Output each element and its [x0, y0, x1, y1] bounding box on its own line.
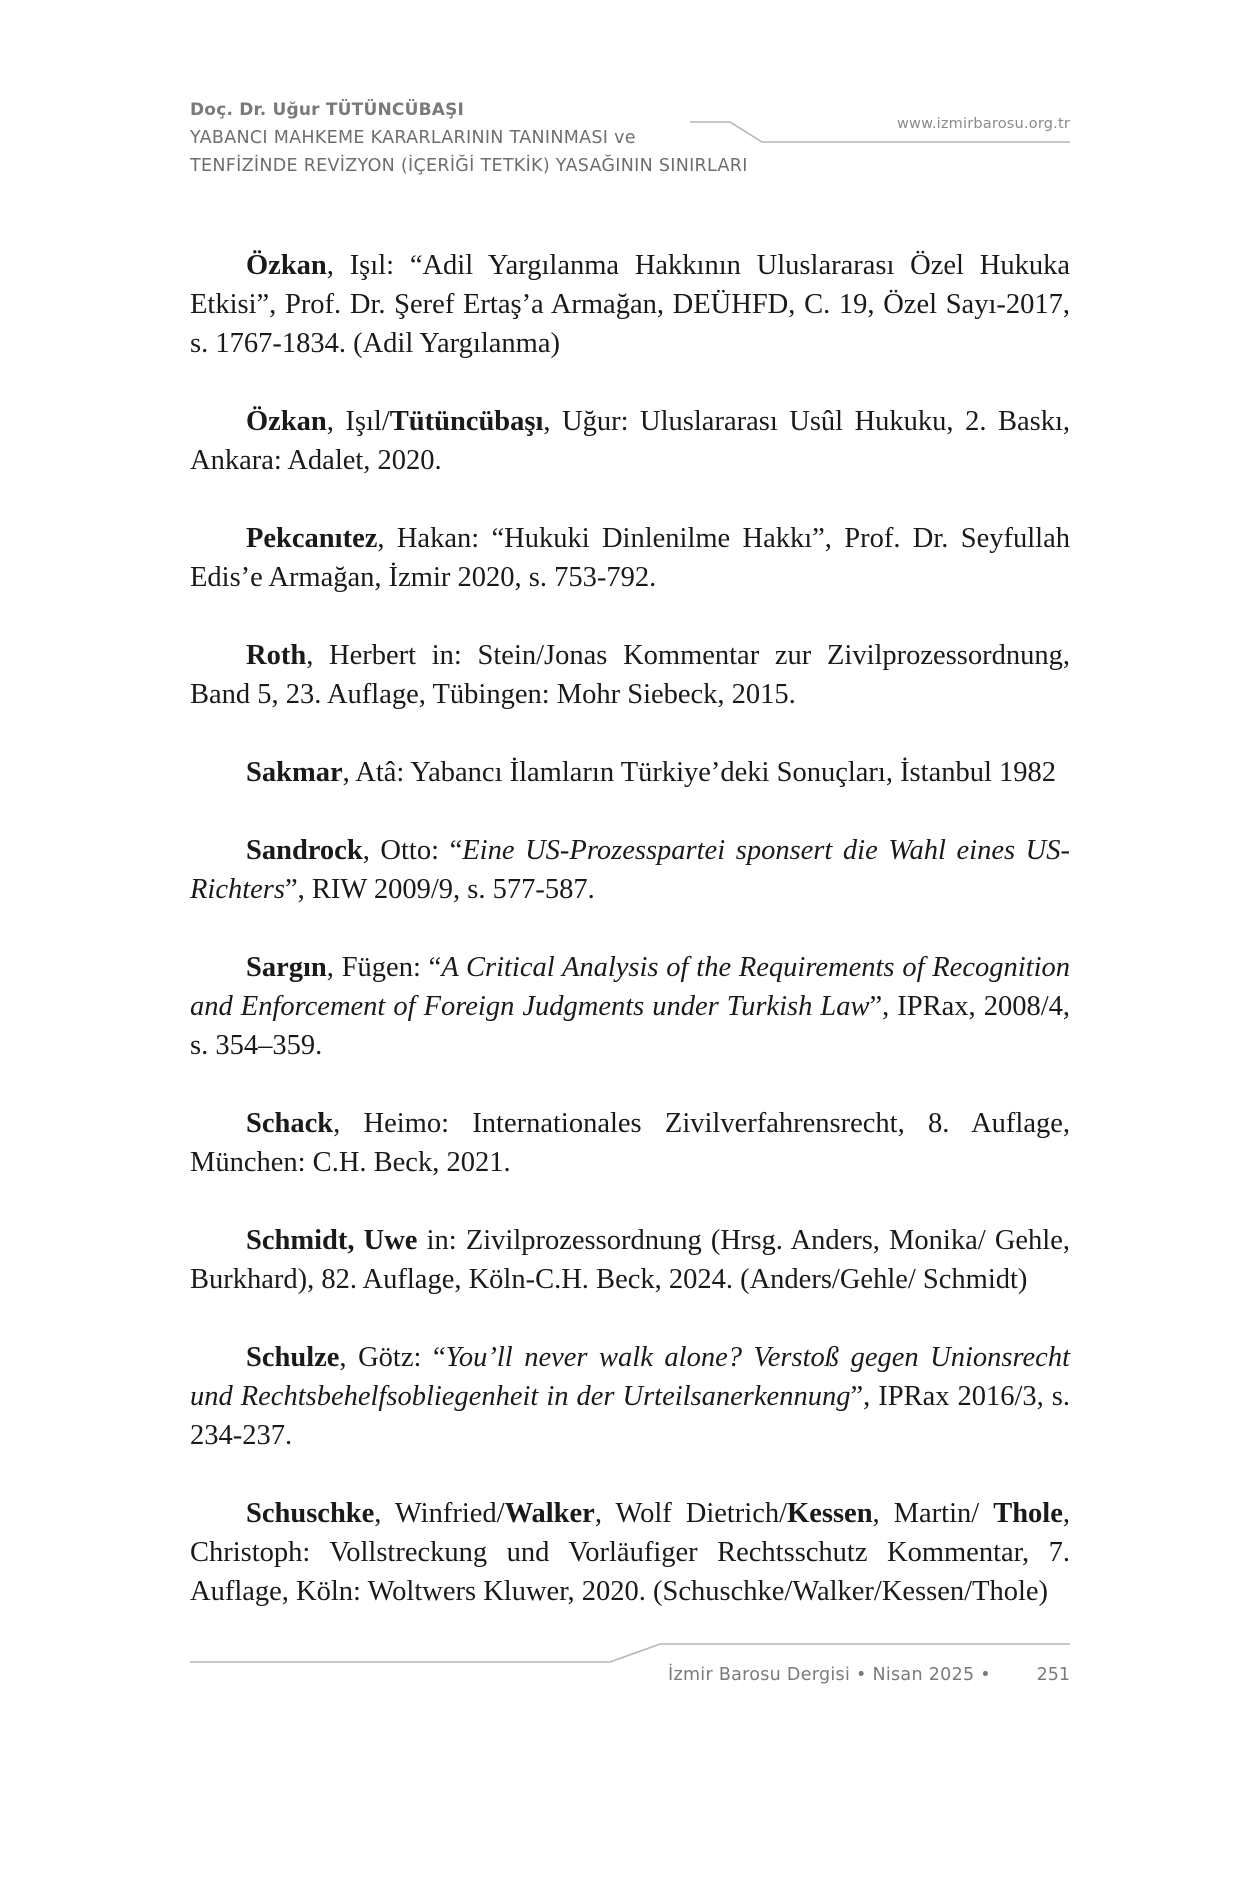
entry-author: Sargın — [246, 952, 327, 983]
entry-text: in: Zivilprozessordnung (Hrsg. Anders, Monika/ Gehle, Burkhard), 82. Auflage, Köln-C.H. Beck, 2024. (Anders/Gehle/ Schmidt) — [190, 1225, 1070, 1295]
entry-text: , Hakan: “Hukuki Dinlenilme Hakkı”, Prof. Dr. Seyfullah Edis’e Armağan, İzmir 2020, s. 753-792. — [190, 523, 1070, 593]
header-author: Doç. Dr. Uğur TÜTÜNCÜBAŞI — [190, 100, 465, 120]
page-header — [190, 100, 1070, 190]
bibliography-list — [190, 246, 1070, 1650]
bibliography-entry — [190, 519, 1070, 597]
entry-author: Özkan — [246, 406, 327, 437]
entry-text: , Götz: “ — [339, 1342, 446, 1373]
bibliography-entry — [190, 636, 1070, 714]
entry-text: , Herbert in: Stein/Jonas Kommentar zur Zivilprozessordnung, Band 5, 23. Auflage, Tübingen: Mohr Siebeck, 2015. — [190, 640, 1070, 710]
entry-author: Walker — [504, 1498, 595, 1529]
entry-text: , Otto: “ — [362, 835, 463, 866]
entry-author: Schack — [246, 1108, 334, 1139]
entry-author: Özkan — [246, 250, 327, 281]
header-title-line-2: TENFİZİNDE REVİZYON (İÇERİĞİ TETKİK) YASAĞININ SINIRLARI — [190, 156, 748, 176]
entry-text: , Heimo: Internationales Zivilverfahrensrecht, 8. Auflage, München: C.H. Beck, 2021. — [190, 1108, 1070, 1178]
entry-title-italic: A Critical Analysis of the Requirements of Recognition and Enforcement of Foreign Judgments under Turkish Law — [190, 952, 1070, 1022]
entry-text: ”, RIW 2009/9, s. 577-587. — [284, 874, 595, 905]
entry-author: Schulze — [246, 1342, 340, 1373]
bibliography-entry — [190, 1338, 1070, 1455]
entry-author: Thole — [993, 1498, 1063, 1529]
entry-author: Tütüncübaşı — [389, 406, 544, 437]
entry-author: Pekcanıtez — [246, 523, 378, 554]
entry-text: , Atâ: Yabancı İlamların Türkiye’deki Sonuçları, İstanbul 1982 — [342, 757, 1057, 788]
entry-title-italic: Eine US-Prozesspartei sponsert die Wahl eines US-Richters — [190, 835, 1070, 905]
entry-text: ”, IPRax, 2008/4, s. 354–359. — [190, 991, 1070, 1061]
entry-text: , Martin/ — [872, 1498, 994, 1529]
entry-text: , Fügen: “ — [326, 952, 442, 983]
page-number: 251 — [1036, 1665, 1070, 1685]
page-footer — [190, 1640, 1070, 1690]
header-title-line-1: YABANCI MAHKEME KARARLARININ TANINMASI ve — [190, 128, 636, 148]
entry-author: Roth — [246, 640, 307, 671]
entry-text: ”, IPRax 2016/3, s. 234-237. — [190, 1381, 1070, 1451]
bibliography-entry — [190, 831, 1070, 909]
bibliography-entry — [190, 1104, 1070, 1182]
entry-text: , Uğur: Uluslararası Usûl Hukuku, 2. Baskı, Ankara: Adalet, 2020. — [190, 406, 1070, 476]
entry-text: , Işıl: “Adil Yargılanma Hakkının Uluslararası Özel Hukuka Etkisi”, Prof. Dr. Şeref Ertaş’a Armağan, DEÜHFD, C. 19, Özel Sayı-2017, s. 1767-1834. (Adil Yargılanma) — [190, 250, 1070, 359]
entry-author: Sakmar — [246, 757, 343, 788]
entry-author: Schmidt, Uwe — [246, 1225, 418, 1256]
entry-author: Schuschke — [246, 1498, 375, 1529]
bibliography-entry — [190, 1221, 1070, 1299]
bibliography-entry — [190, 246, 1070, 363]
entry-title-italic: You’ll never walk alone? Verstoß gegen Unionsrecht und Rechtsbehelfsobliegenheit in der Urteilsanerkennung — [190, 1342, 1071, 1412]
bibliography-entry — [190, 948, 1070, 1065]
header-website: www.izmirbarosu.org.tr — [896, 116, 1070, 132]
entry-text: , Wolf Dietrich/ — [594, 1498, 788, 1529]
entry-text: , Işıl/ — [326, 406, 390, 437]
footer-journal: İzmir Barosu Dergisi • Nisan 2025 • — [668, 1665, 991, 1685]
entry-author: Sandrock — [246, 835, 363, 866]
entry-text: , Christoph: Vollstreckung und Vorläufiger Rechtsschutz Kommentar, 7. Auflage, Köln: Woltwers Kluwer, 2020. (Schuschke/Walker/Kessen/Thole) — [190, 1498, 1070, 1607]
entry-text: , Winfried/ — [374, 1498, 505, 1529]
bibliography-entry — [190, 1494, 1070, 1611]
entry-author: Kessen — [787, 1498, 873, 1529]
bibliography-entry — [190, 402, 1070, 480]
bibliography-entry — [190, 753, 1070, 792]
